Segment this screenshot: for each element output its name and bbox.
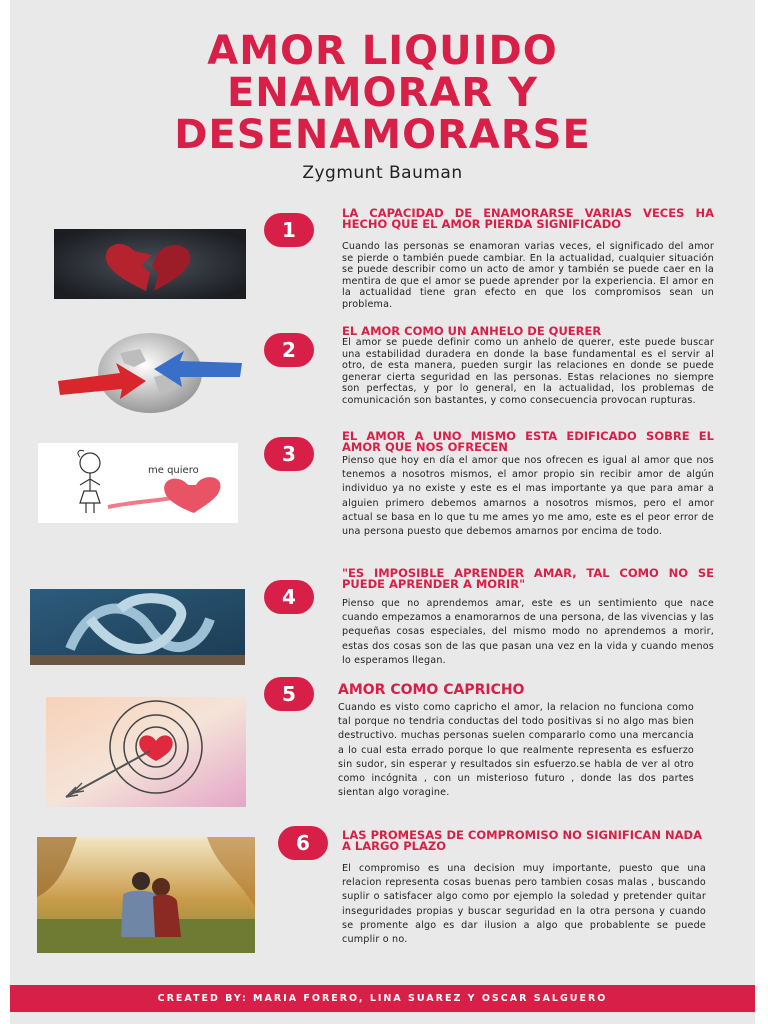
section-6-number-badge: 6 — [278, 826, 328, 860]
section-2-number-badge: 2 — [264, 333, 314, 367]
section-2-heading: EL AMOR COMO UN ANHELO DE QUERER — [342, 324, 602, 338]
couple-autumn-park-photo — [37, 837, 255, 953]
section-6-body: El compromiso es una decision muy importante, puesto que una relacion representa cosas buenas pero tambien cosas malas , buscando suplir o satisfacer algo como por ejemplo la soledad y pretender quitar inseguridades propias y buscar seguridad en la otra persona y cuando se promente algo es dar ilusion a algo que probablente se puede cumplir o no. — [342, 863, 706, 946]
section-2-body: El amor se puede definir como un anhelo de querer, este puede buscar una estabilidad duradera en donde la base fundamental es el servir al otro, de esta manera, pueden surgir las relaciones en donde se puede generar cierta seguridad en las personas. Estas relaciones no siempre son perfectas, y por lo general, en la actualidad, los problemas de comunicación son bastantes, y como consecuencia provocan rupturas. — [342, 337, 714, 406]
title-line: AMOR LIQUIDO — [207, 28, 558, 74]
title-line: DESENAMORARSE — [174, 112, 591, 158]
author-name: Zygmunt Bauman — [302, 163, 463, 183]
heart-target-arrow-drawing — [46, 697, 246, 807]
section-5-number-badge: 5 — [264, 677, 314, 711]
section-5-heading: AMOR COMO CAPRICHO — [338, 682, 525, 698]
section-4-number-badge: 4 — [264, 580, 314, 614]
image-caption: me quiero — [148, 465, 199, 476]
girl-heart-drawing — [38, 443, 238, 523]
page-title — [10, 30, 755, 156]
section-1-number-badge: 1 — [264, 213, 314, 247]
section-6-heading: LAS PROMESAS DE COMPROMISO NO SIGNIFICAN NADA A LARGO PLAZO — [342, 828, 702, 853]
credits-footer: CREATED BY: MARIA FORERO, LINA SUAREZ Y OSCAR SALGUERO — [10, 985, 755, 1012]
globe-arrows-illustration — [50, 333, 250, 413]
broken-heart-photo — [54, 229, 246, 299]
section-5-body: Cuando es visto como capricho el amor, la relacion no funciona como tal porque no tendria conductas del todo positivas si no algo mas bien destructivo. muchas personas suelen compararlo como una mercancia a lo cual esta errado porque lo que realmente representa es esfuerzo sin sudor, sin esperar y resultados sin esfuerzo.se habla de ver al otro como incógnita , con un misterioso futuro , donde las dos partes sientan algo voragine. — [338, 702, 694, 799]
section-3-body: Pienso que hoy en día el amor que nos ofrecen es igual al amor que nos tenemos a nosotros mismos, el amor propio sin recibir amor de algún individuo ya no existe y este es el mas importante ya que para amar a alguien primero debemos amarnos a nosotros mismos, pero el amor actual se basa en lo que tu me ames yo me amo, este es el peor error de una persona puesto que debemos amarnos por encima de todo. — [342, 455, 714, 538]
section-1-heading: LA CAPACIDAD DE ENAMORARSE VARIAS VECES HA HECHO QUE EL AMOR PIERDA SIGNIFICADO — [342, 206, 714, 231]
section-1-body: Cuando las personas se enamoran varias veces, el significado del amor se pierde o también puede cambiar. En la actualidad, cualquier situación se puede describir como un acto de amor y también se puede caer en la mentira de que el amor se puede aprender por la experiencia. El amor en la actualidad tiene gran efecto en que los compromisos sean un problema. — [342, 241, 714, 310]
section-3-heading: EL AMOR A UNO MISMO ESTA EDIFICADO SOBRE EL AMOR QUE NOS OFRECEN — [342, 429, 714, 454]
section-3-number-badge: 3 — [264, 437, 314, 471]
title-line: ENAMORAR Y — [226, 70, 538, 116]
infographic-sheet — [10, 0, 755, 1024]
knotted-rope-photo — [30, 589, 245, 665]
section-4-heading: "ES IMPOSIBLE APRENDER AMAR, TAL COMO NO SE PUEDE APRENDER A MORIR" — [342, 566, 714, 591]
section-4-body: Pienso que no aprendemos amar, este es un sentimiento que nace cuando empezamos a enamorarnos de una persona, de las vivencias y las pequeñas cosas especiales, del mismo modo no aprendemos a morir, estas dos cosas son de las que pasan una vez en la vida y cuando menos lo esperamos llegan. — [342, 598, 714, 666]
